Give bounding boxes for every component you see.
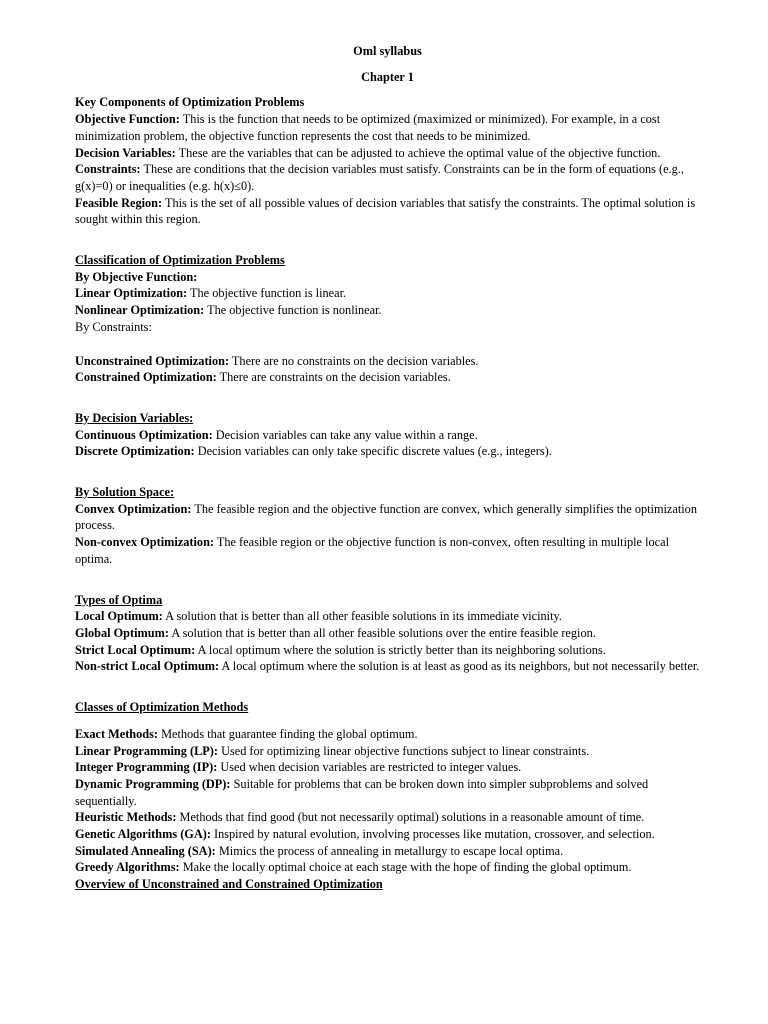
definition-item xyxy=(75,826,700,843)
definition-item xyxy=(75,443,700,460)
definition-term: Objective Function: xyxy=(75,112,180,127)
definition-term: Integer Programming (IP): xyxy=(75,760,218,775)
definition-term: Genetic Algorithms (GA): xyxy=(75,827,211,842)
overview-heading: Overview of Unconstrained and Constrained Optimization xyxy=(75,877,383,892)
definition-term: Dynamic Programming (DP): xyxy=(75,776,231,791)
definition-term: Strict Local Optimum: xyxy=(75,642,196,657)
definition-text: Decision variables can take any value within a range. xyxy=(212,427,478,442)
definition-text: There are no constraints on the decision variables. xyxy=(229,353,479,368)
definition-item xyxy=(75,534,700,567)
definition-text: Used when decision variables are restricted to integer values. xyxy=(217,760,522,775)
definition-text: Suitable for problems that can be broken down into simpler subproblems and solved sequentially. xyxy=(75,776,649,808)
definition-item xyxy=(75,809,700,826)
definition-text: A local optimum where the solution is at least as good as its neighbors, but not necessarily better. xyxy=(219,659,700,674)
definition-item xyxy=(75,111,700,144)
optima-heading: Types of Optima xyxy=(75,592,163,607)
definition-term: Unconstrained Optimization: xyxy=(75,353,230,368)
key-components-heading: Key Components of Optimization Problems xyxy=(75,95,305,110)
definition-text: The objective function is linear. xyxy=(187,286,347,301)
definition-item xyxy=(75,145,700,162)
definition-term: Linear Optimization: xyxy=(75,286,188,301)
definition-term: Constrained Optimization: xyxy=(75,370,217,385)
definition-text: Methods that find good (but not necessarily optimal) solutions in a reasonable amount of time. xyxy=(176,810,645,825)
definition-term: Feasible Region: xyxy=(75,195,163,210)
spacer xyxy=(75,228,700,252)
definition-item xyxy=(75,427,700,444)
definition-item xyxy=(75,625,700,642)
definition-text: These are the variables that can be adjusted to achieve the optimal value of the objective function. xyxy=(175,145,661,160)
definition-item xyxy=(75,776,700,809)
by-constraints-heading: By Constraints: xyxy=(75,319,152,334)
spacer xyxy=(75,716,700,726)
definition-item xyxy=(75,658,700,675)
definition-item xyxy=(75,369,700,386)
document-title: Oml syllabus xyxy=(353,44,422,58)
definition-term: Greedy Algorithms: xyxy=(75,860,180,875)
definition-text: Methods that guarantee finding the global optimum. xyxy=(158,726,418,741)
definition-term: Discrete Optimization: xyxy=(75,444,195,459)
classification-heading: Classification of Optimization Problems xyxy=(75,253,285,268)
definition-item xyxy=(75,642,700,659)
spacer xyxy=(75,460,700,484)
definition-item xyxy=(75,302,700,319)
definition-text: The feasible region and the objective function are convex, which generally simplifies the optimization process. xyxy=(75,501,697,533)
spacer xyxy=(75,568,700,592)
definition-term: Constraints: xyxy=(75,162,141,177)
spacer xyxy=(75,675,700,699)
definition-item xyxy=(75,501,700,534)
spacer xyxy=(75,386,700,410)
definition-text: A solution that is better than all other feasible solutions over the entire feasible region. xyxy=(168,625,596,640)
definition-item xyxy=(75,608,700,625)
definition-item xyxy=(75,843,700,860)
definition-item xyxy=(75,285,700,302)
definition-text: This is the function that needs to be optimized (maximized or minimized). For example, in a cost minimization problem, the objective function represents the cost that needs to be minimized. xyxy=(75,112,661,143)
methods-heading: Classes of Optimization Methods xyxy=(75,700,249,715)
definition-term: Simulated Annealing (SA): xyxy=(75,843,216,858)
definition-text: Used for optimizing linear objective functions subject to linear constraints. xyxy=(218,743,590,758)
spacer xyxy=(75,336,700,353)
definition-term: Non-convex Optimization: xyxy=(75,535,215,550)
definition-text: Make the locally optimal choice at each stage with the hope of finding the global optimum. xyxy=(179,860,632,875)
decision-variables-heading: By Decision Variables: xyxy=(75,410,194,425)
definition-text: There are constraints on the decision variables. xyxy=(216,370,451,385)
definition-term: Exact Methods: xyxy=(75,726,158,741)
definition-item xyxy=(75,859,700,876)
definition-text: A solution that is better than all other feasible solutions in its immediate vicinity. xyxy=(162,609,562,624)
definition-term: Heuristic Methods: xyxy=(75,810,177,825)
chapter-heading: Chapter 1 xyxy=(361,69,414,84)
definition-term: Continuous Optimization: xyxy=(75,427,213,442)
definition-text: This is the set of all possible values of decision variables that satisfy the constraints. The optimal solution is sought within this region. xyxy=(75,195,696,227)
definition-term: Convex Optimization: xyxy=(75,501,192,516)
definition-text: Decision variables can only take specific discrete values (e.g., integers). xyxy=(194,444,552,459)
definition-text: Inspired by natural evolution, involving processes like mutation, crossover, and selection. xyxy=(210,827,655,842)
definition-term: Global Optimum: xyxy=(75,625,169,640)
definition-text: These are conditions that the decision variables must satisfy. Constraints can be in the form of equations (e.g., g(x)=0) or inequalities (e.g. h(x)≤0). xyxy=(75,162,684,193)
definition-item xyxy=(75,743,700,760)
definition-text: A local optimum where the solution is strictly better than its neighboring solutions. xyxy=(195,642,606,657)
definition-text: The objective function is nonlinear. xyxy=(204,303,382,318)
definition-item xyxy=(75,759,700,776)
definition-term: Linear Programming (LP): xyxy=(75,743,218,758)
by-objective-heading: By Objective Function: xyxy=(75,269,198,284)
definition-text: Mimics the process of annealing in metallurgy to escape local optima. xyxy=(215,843,564,858)
solution-space-heading: By Solution Space: xyxy=(75,485,175,500)
definition-item xyxy=(75,726,700,743)
definition-term: Decision Variables: xyxy=(75,145,176,160)
definition-item xyxy=(75,195,700,228)
definition-term: Nonlinear Optimization: xyxy=(75,303,205,318)
definition-term: Non-strict Local Optimum: xyxy=(75,659,220,674)
definition-term: Local Optimum: xyxy=(75,609,163,624)
document-page xyxy=(75,43,700,893)
definition-item xyxy=(75,353,700,370)
definition-text: The feasible region or the objective function is non-convex, often resulting in multiple local optima. xyxy=(75,535,669,566)
definition-item xyxy=(75,161,700,194)
